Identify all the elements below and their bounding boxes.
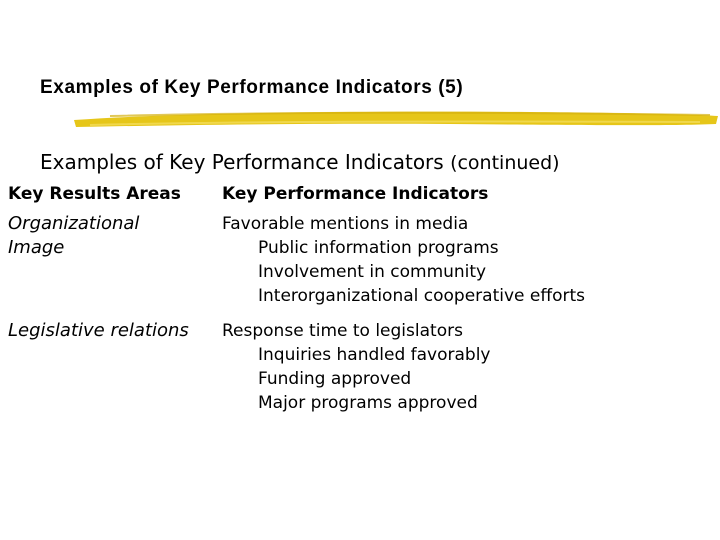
- column-header-key-performance-indicators: Key Performance Indicators: [222, 184, 489, 204]
- slide-subtitle: [40, 150, 560, 174]
- indicator-sub-item: Involvement in community: [258, 262, 487, 282]
- subtitle-suffix: (continued): [450, 152, 560, 174]
- indicator-group-legislative-relations: [222, 319, 491, 415]
- indicator-sub-item: Major programs approved: [258, 393, 478, 413]
- indicator-sub-item: Public information programs: [258, 238, 499, 258]
- indicator-sub-item: Inquiries handled favorably: [258, 345, 491, 365]
- indicator-group-organizational-image: [222, 212, 585, 308]
- indicator-main: Favorable mentions in media: [222, 214, 469, 234]
- column-header-key-results-areas: Key Results Areas: [8, 184, 181, 204]
- slide-title: Examples of Key Performance Indicators (5): [40, 77, 464, 98]
- indicator-sub-item: Funding approved: [258, 369, 412, 389]
- key-result-area-legislative-relations: Legislative relations: [8, 320, 189, 341]
- subtitle-main: Examples of Key Performance Indicators: [40, 150, 444, 174]
- title-underline-brush-stroke: [70, 106, 720, 132]
- key-result-area-organizational-image: Organizational Image: [8, 213, 140, 258]
- indicator-sub-item: Interorganizational cooperative efforts: [258, 286, 585, 306]
- indicator-main: Response time to legislators: [222, 321, 463, 341]
